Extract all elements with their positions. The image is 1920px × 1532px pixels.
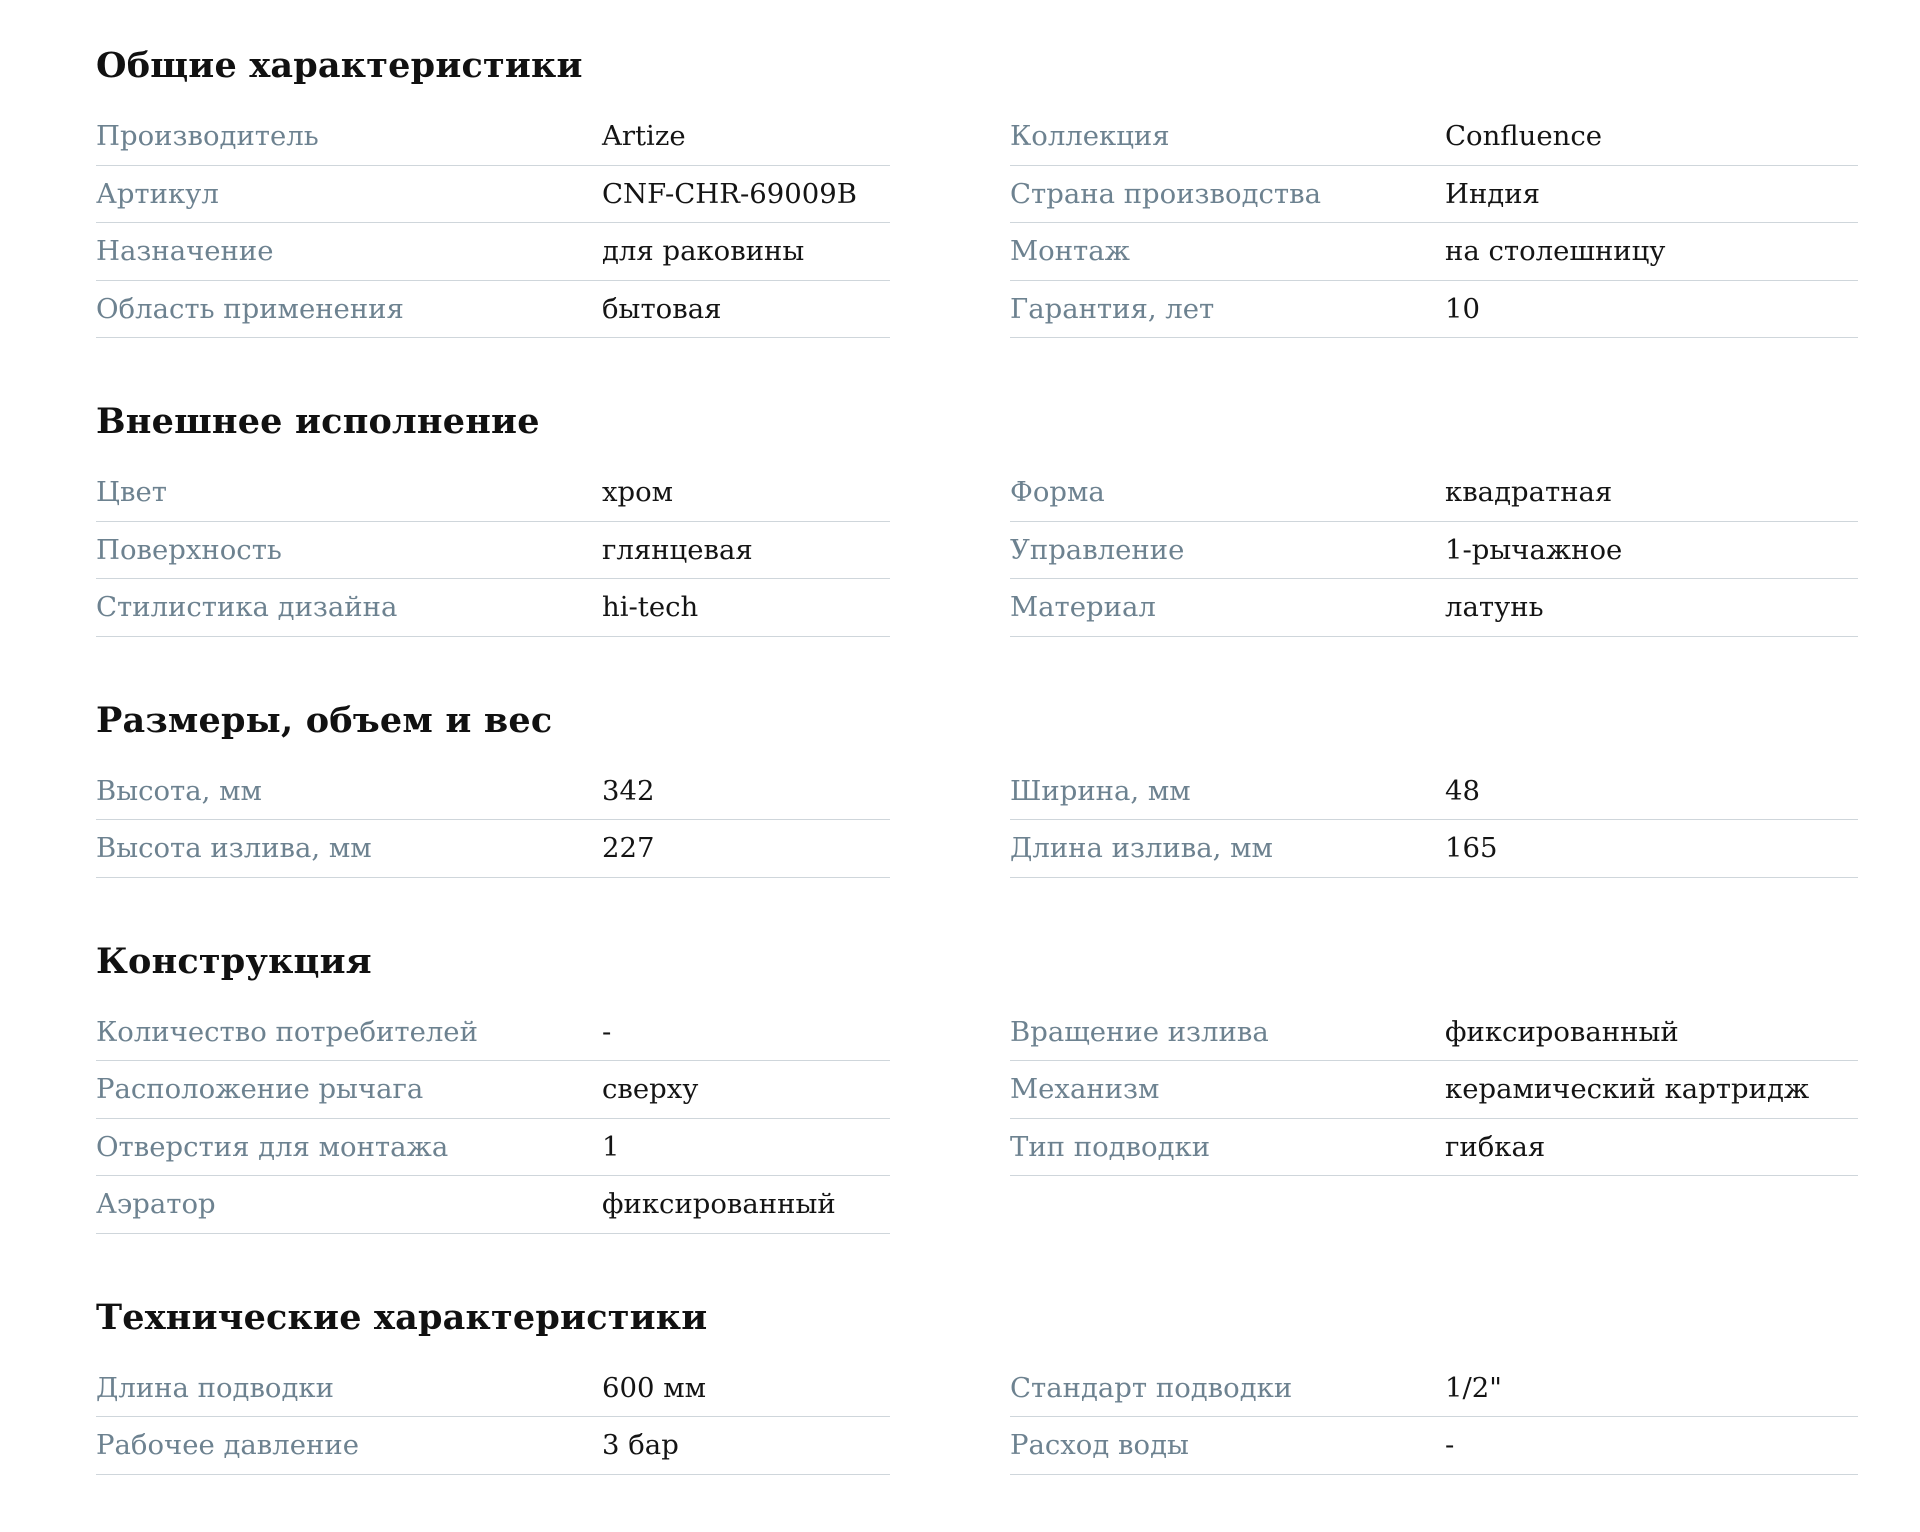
spec-value: бытовая <box>602 292 722 325</box>
spec-row <box>96 522 890 580</box>
spec-column-right <box>1010 1360 1858 1475</box>
spec-label: Количество потребителей <box>96 1015 478 1048</box>
spec-row <box>96 281 890 339</box>
spec-row <box>96 464 890 522</box>
spec-value: гибкая <box>1445 1130 1546 1163</box>
section-spacer <box>96 878 1920 932</box>
spec-label: Артикул <box>96 177 219 210</box>
spec-value: для раковины <box>602 235 805 268</box>
spec-value: 1-рычажное <box>1445 533 1623 566</box>
spec-label: Вращение излива <box>1010 1015 1269 1048</box>
section-spacer <box>96 1234 1920 1288</box>
spec-label: Область применения <box>96 292 404 325</box>
spec-row <box>96 1004 890 1062</box>
spec-label: Ширина, мм <box>1010 774 1191 807</box>
spec-row <box>1010 1119 1858 1177</box>
section-title: Технические характеристики <box>96 1296 708 1338</box>
spec-label: Назначение <box>96 235 274 268</box>
spec-label: Расположение рычага <box>96 1073 424 1106</box>
spec-grid <box>96 464 1920 637</box>
spec-value: Confluence <box>1445 120 1603 153</box>
section-spacer <box>96 637 1920 691</box>
spec-value: квадратная <box>1445 476 1613 509</box>
spec-value: хром <box>602 476 674 509</box>
spec-grid <box>96 108 1920 338</box>
spec-label: Монтаж <box>1010 235 1130 268</box>
spec-column-left <box>96 1360 890 1475</box>
spec-column-right <box>1010 464 1858 637</box>
spec-grid <box>96 1004 1920 1234</box>
spec-label: Форма <box>1010 476 1105 509</box>
section-title: Конструкция <box>96 940 372 982</box>
spec-row <box>96 1176 890 1234</box>
spec-grid <box>96 763 1920 878</box>
spec-row <box>96 166 890 224</box>
spec-row <box>1010 464 1858 522</box>
spec-value: 3 бар <box>602 1429 679 1462</box>
spec-row <box>1010 1061 1858 1119</box>
spec-label: Рабочее давление <box>96 1429 359 1462</box>
spec-label: Материал <box>1010 591 1156 624</box>
spec-row <box>96 763 890 821</box>
spec-value: 227 <box>602 832 655 865</box>
spec-label: Страна производства <box>1010 177 1321 210</box>
spec-label: Тип подводки <box>1010 1130 1211 1163</box>
spec-label: Поверхность <box>96 533 282 566</box>
spec-value: 10 <box>1445 292 1480 325</box>
spec-value: фиксированный <box>602 1188 836 1221</box>
spec-section <box>96 1288 1920 1475</box>
spec-row <box>96 1360 890 1418</box>
spec-row <box>96 579 890 637</box>
spec-label: Высота излива, мм <box>96 832 372 865</box>
spec-row <box>96 1061 890 1119</box>
spec-value: Индия <box>1445 177 1540 210</box>
spec-row <box>96 223 890 281</box>
section-title: Общие характеристики <box>96 45 583 86</box>
spec-row <box>96 108 890 166</box>
spec-row <box>1010 763 1858 821</box>
section-spacer <box>96 338 1920 392</box>
spec-value: глянцевая <box>602 533 753 566</box>
spec-section <box>96 36 1920 392</box>
spec-value: на столешницу <box>1445 235 1666 268</box>
spec-value: 342 <box>602 774 655 807</box>
spec-row <box>1010 1004 1858 1062</box>
spec-row <box>1010 1417 1858 1475</box>
spec-value: 165 <box>1445 832 1498 865</box>
spec-label: Длина излива, мм <box>1010 832 1273 865</box>
spec-row <box>1010 820 1858 878</box>
spec-section <box>96 932 1920 1288</box>
spec-label: Коллекция <box>1010 120 1170 153</box>
spec-row <box>96 820 890 878</box>
spec-value: фиксированный <box>1445 1015 1679 1048</box>
spec-label: Высота, мм <box>96 774 262 807</box>
spec-value: 48 <box>1445 774 1480 807</box>
spec-label: Стилистика дизайна <box>96 591 398 624</box>
spec-row <box>96 1119 890 1177</box>
spec-label: Гарантия, лет <box>1010 292 1215 325</box>
spec-column-left <box>96 1004 890 1234</box>
spec-label: Отверстия для монтажа <box>96 1130 449 1163</box>
spec-row <box>96 1417 890 1475</box>
spec-value: сверху <box>602 1073 699 1106</box>
spec-value: - <box>602 1015 612 1048</box>
spec-section <box>96 691 1920 932</box>
spec-value: керамический картридж <box>1445 1073 1810 1106</box>
spec-value: - <box>1445 1429 1455 1462</box>
spec-row <box>1010 579 1858 637</box>
spec-label: Длина подводки <box>96 1371 334 1404</box>
spec-label: Стандарт подводки <box>1010 1371 1293 1404</box>
spec-value: hi-tech <box>602 591 699 624</box>
spec-label: Механизм <box>1010 1073 1160 1106</box>
spec-row <box>1010 223 1858 281</box>
spec-row <box>1010 166 1858 224</box>
spec-label: Расход воды <box>1010 1429 1189 1462</box>
spec-column-left <box>96 763 890 878</box>
spec-label: Аэратор <box>96 1188 216 1221</box>
spec-section <box>96 392 1920 691</box>
section-title: Внешнее исполнение <box>96 401 540 442</box>
spec-value: 1/2" <box>1445 1371 1502 1404</box>
spec-label: Управление <box>1010 533 1185 566</box>
spec-label: Производитель <box>96 120 319 153</box>
spec-column-left <box>96 464 890 637</box>
section-title: Размеры, объем и вес <box>96 699 553 741</box>
spec-grid <box>96 1360 1920 1475</box>
spec-column-right <box>1010 1004 1858 1177</box>
spec-row <box>1010 281 1858 339</box>
spec-value: Artize <box>602 120 686 153</box>
spec-row <box>1010 522 1858 580</box>
spec-column-right <box>1010 108 1858 338</box>
spec-value: CNF-CHR-69009B <box>602 177 857 210</box>
spec-column-left <box>96 108 890 338</box>
spec-column-right <box>1010 763 1858 878</box>
spec-value: 1 <box>602 1130 620 1163</box>
spec-row <box>1010 1360 1858 1418</box>
spec-row <box>1010 108 1858 166</box>
spec-value: латунь <box>1445 591 1544 624</box>
spec-value: 600 мм <box>602 1371 707 1404</box>
spec-label: Цвет <box>96 476 167 509</box>
